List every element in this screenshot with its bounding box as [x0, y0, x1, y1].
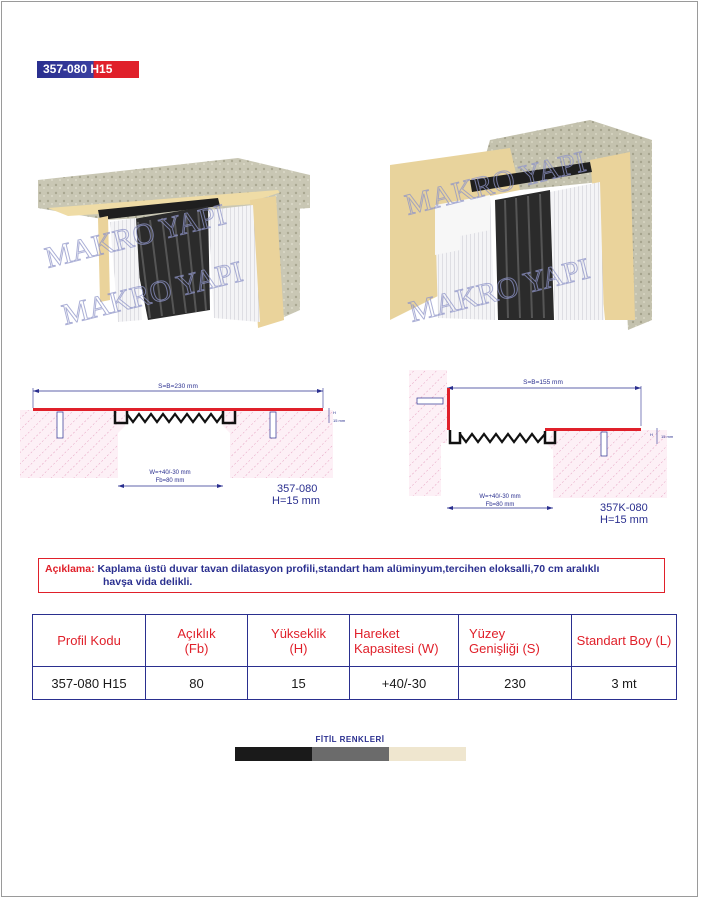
cell-yukseklik: 15: [248, 667, 350, 700]
cell-hareket: +40/-30: [350, 667, 459, 700]
header-hareket: Hareket Kapasitesi (W): [350, 615, 459, 667]
cell-aciklik: 80: [146, 667, 248, 700]
cell-yuzey: 230: [459, 667, 572, 700]
height-dim-value: 15 mm: [333, 418, 345, 423]
gap-label: Fb=80 mm: [155, 478, 185, 484]
header-standart-boy: Standart Boy (L): [572, 615, 677, 667]
height-dim-value: 15 mm: [661, 434, 674, 439]
section-drawing-357-080: [15, 378, 345, 513]
description-label: Açıklama:: [45, 563, 95, 575]
fitil-title: FİTİL RENKLERİ: [315, 735, 385, 744]
surface-width-label: S=B=230 mm: [158, 383, 198, 390]
section-drawing-357K-080: [405, 368, 675, 528]
model-label: 357K-080: [600, 502, 648, 514]
height-label: H=15 mm: [272, 495, 320, 507]
description-line-2: havşa vida delikli.: [103, 576, 193, 588]
watermark-4: MAKRO YAPI: [405, 252, 593, 329]
swatch-cream: [389, 747, 466, 761]
description-line-1: Kaplama üstü duvar tavan dilatasyon profili,standart ham alüminyum,tercihen eloksalli,70 cm aralıklı: [97, 563, 600, 575]
watermark-3: MAKRO YAPI: [401, 145, 589, 222]
gap-label: Fb=80 mm: [485, 502, 515, 508]
watermark-1: MAKRO YAPI: [41, 198, 229, 275]
table-row: [33, 667, 677, 700]
spec-table: [32, 614, 677, 700]
header-profil-kodu: Profil Kodu: [33, 615, 146, 667]
header-yukseklik: Yükseklik (H): [248, 615, 350, 667]
movement-label: W=+40/-30 mm: [149, 470, 191, 476]
cell-standart-boy: 3 mt: [572, 667, 677, 700]
height-label: H=15 mm: [600, 514, 648, 526]
description-box: [38, 558, 665, 593]
spec-table-header: [33, 615, 677, 667]
model-label: 357-080: [277, 483, 318, 495]
header-aciklik: Açıklık (Fb): [146, 615, 248, 667]
header-yuzey: Yüzey Genişliği (S): [459, 615, 572, 667]
watermark-2: MAKRO YAPI: [58, 255, 246, 332]
swatch-black: [235, 747, 312, 761]
swatch-grey: [312, 747, 389, 761]
cell-profil-kodu: 357-080 H15: [33, 667, 146, 700]
height-dim-label: H: [650, 432, 653, 437]
surface-width-label: S=B=155 mm: [523, 379, 563, 386]
fitil-swatches: [235, 747, 466, 761]
height-dim-label: H: [333, 410, 336, 415]
product-code-badge: 357-080 H15: [37, 61, 139, 78]
movement-label: W=+40/-30 mm: [479, 494, 521, 500]
